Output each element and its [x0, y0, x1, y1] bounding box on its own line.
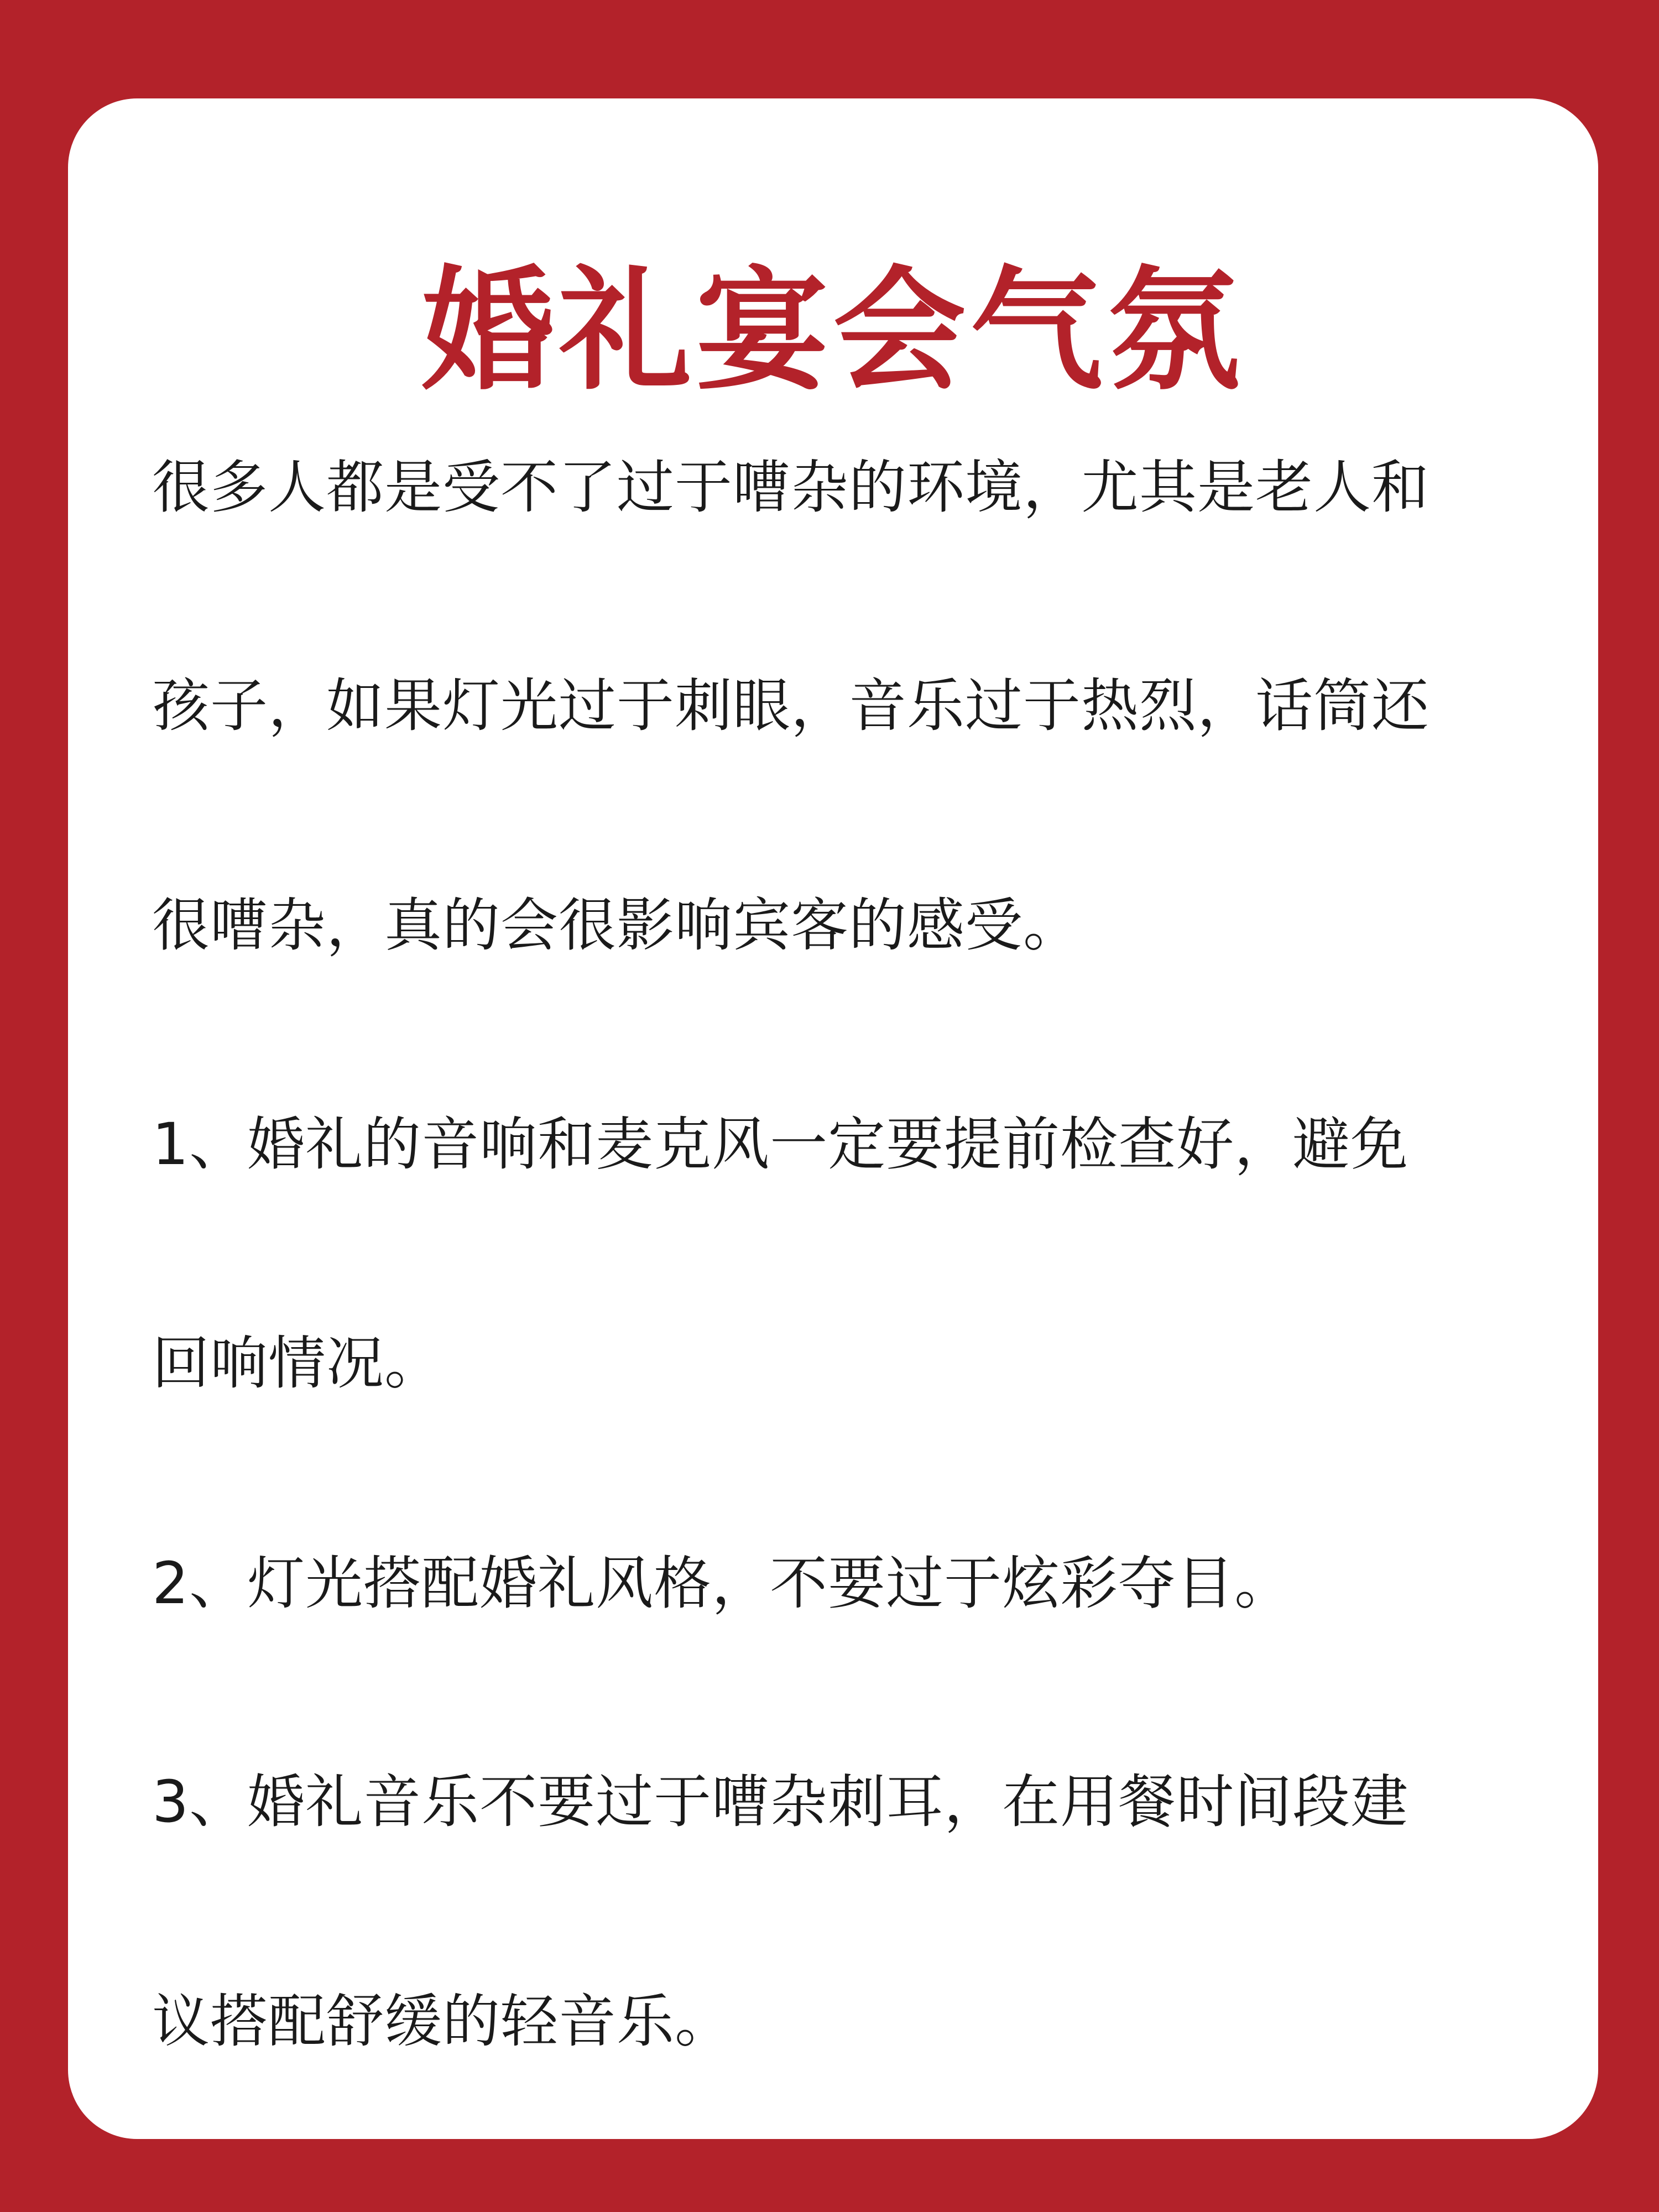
- tip-1-line-1: 1、婚礼的音响和麦克风一定要提前检查好，避免: [152, 1110, 1409, 1178]
- tip-3-line-2: 议搭配舒缓的轻音乐。: [152, 1987, 733, 2055]
- page-title: 婚礼宴会气氛: [421, 253, 1245, 408]
- tip-3-line-1: 3、婚礼音乐不要过于嘈杂刺耳，在用餐时间段建: [152, 1768, 1409, 1835]
- intro-line-2: 孩子，如果灯光过于刺眼，音乐过于热烈，话筒还: [152, 672, 1430, 739]
- intro-line-1: 很多人都是受不了过于嘈杂的环境，尤其是老人和: [152, 453, 1430, 521]
- tip-1-line-2: 回响情况。: [152, 1329, 443, 1397]
- tip-2-line-1: 2、灯光搭配婚礼风格，不要过于炫彩夺目。: [152, 1550, 1293, 1617]
- content-card: [68, 98, 1598, 2139]
- intro-line-3: 很嘈杂，真的会很影响宾客的感受。: [152, 891, 1082, 959]
